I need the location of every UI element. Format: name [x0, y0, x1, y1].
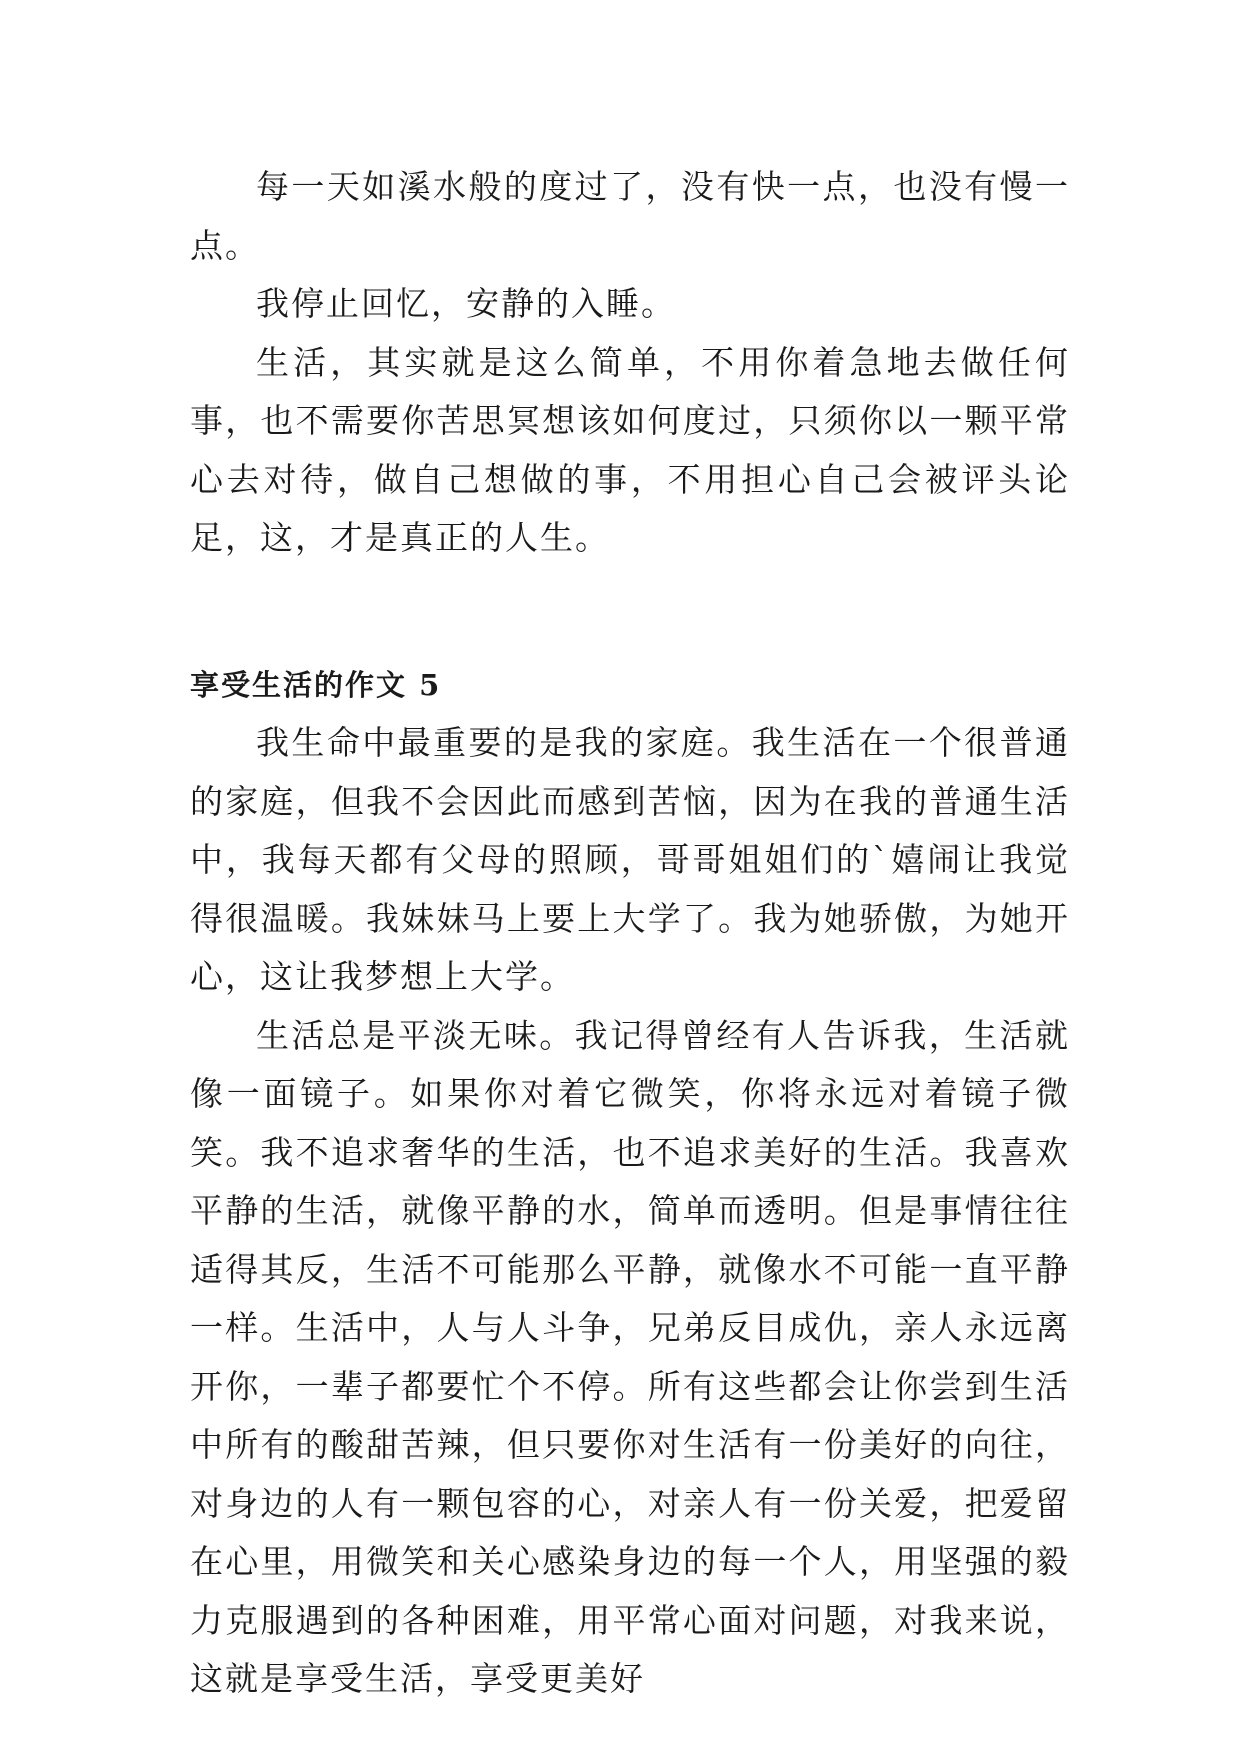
paragraph-1: 每一天如溪水般的度过了，没有快一点，也没有慢一点。	[190, 167, 1070, 265]
paragraph-4: 我生命中最重要的是我的家庭。我生活在一个很普通的家庭，但我不会因此而感到苦恼，因为在我的普通生活中，我每天都有父母的照顾，哥哥姐姐们的`嬉闹让我觉得很温暖。我妹妹马上要上大学了。我为她骄傲，为她开心，这让我梦想上大学。	[190, 723, 1070, 996]
document-page	[190, 158, 1070, 1709]
paragraph-5: 生活总是平淡无味。我记得曾经有人告诉我，生活就像一面镜子。如果你对着它微笑，你将永远对着镜子微笑。我不追求奢华的生活，也不追求美好的生活。我喜欢平静的生活，就像平静的水，简单而透明。但是事情往往适得其反，生活不可能那么平静，就像水不可能一直平静一样。生活中，人与人斗争，兄弟反目成仇，亲人永远离开你，一辈子都要忙个不停。所有这些都会让你尝到生活中所有的酸甜苦辣，但只要你对生活有一份美好的向往，对身边的人有一颗包容的心，对亲人有一份关爱，把爱留在心里，用微笑和关心感染身边的每一个人，用坚强的毅力克服遇到的各种困难，用平常心面对问题，对我来说，这就是享受生活，享受更美好	[190, 1015, 1070, 1698]
paragraph-3: 生活，其实就是这么简单，不用你着急地去做任何事，也不需要你苦思冥想该如何度过，只须你以一颗平常心去对待，做自己想做的事，不用担心自己会被评头论足，这，才是真正的人生。	[190, 342, 1070, 557]
section-title: 享受生活的作文 5	[190, 667, 442, 702]
paragraph-2: 我停止回忆，安静的入睡。	[256, 284, 676, 323]
